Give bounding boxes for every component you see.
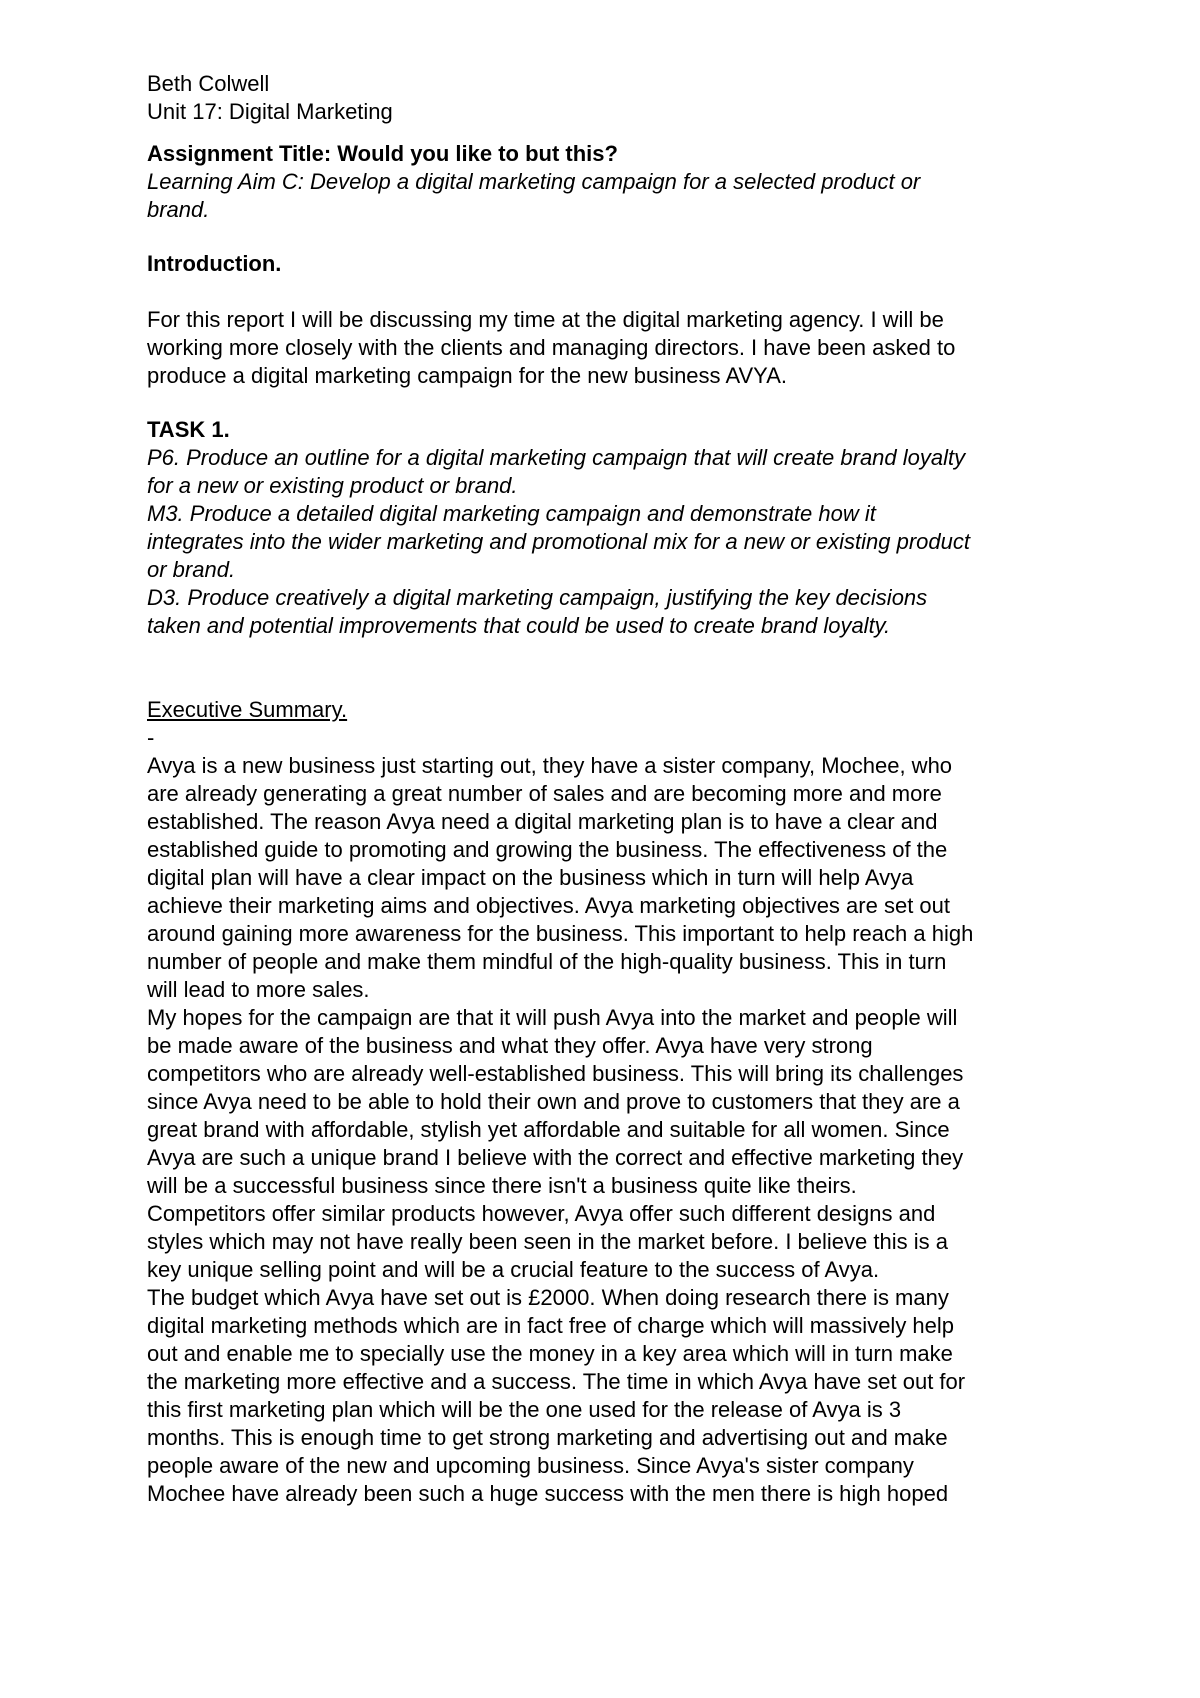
document-header	[147, 70, 1077, 126]
executive-summary-body	[147, 752, 1077, 1508]
introduction-paragraph	[147, 306, 1077, 390]
unit-name: Unit 17: Digital Marketing	[147, 99, 393, 124]
criteria-line: M3. Produce a detailed digital marketing campaign and demonstrate how it	[147, 501, 876, 526]
summary-line: The budget which Avya have set out is £2000. When doing research there is many	[147, 1285, 949, 1310]
paragraph-line: working more closely with the clients and managing directors. I have been asked to	[147, 335, 956, 360]
document-page	[147, 70, 1077, 1508]
summary-line: number of people and make them mindful of the high-quality business. This in turn	[147, 949, 947, 974]
summary-line: since Avya need to be able to hold their own and prove to customers that they are a	[147, 1089, 960, 1114]
summary-line: styles which may not have really been seen in the market before. I believe this is a	[147, 1229, 948, 1254]
summary-line: My hopes for the campaign are that it will push Avya into the market and people will	[147, 1005, 958, 1030]
summary-line: Mochee have already been such a huge success with the men there is high hoped	[147, 1481, 949, 1506]
summary-line: established guide to promoting and growing the business. The effectiveness of the	[147, 837, 948, 862]
learning-aim	[147, 168, 1077, 224]
summary-line: competitors who are already well-established business. This will bring its challenges	[147, 1061, 964, 1086]
criteria-line: or brand.	[147, 557, 236, 582]
summary-line: people aware of the new and upcoming business. Since Avya's sister company	[147, 1453, 914, 1478]
summary-line: digital plan will have a clear impact on the business which in turn will help Avya	[147, 865, 914, 890]
task1-criteria	[147, 444, 1077, 640]
summary-line: around gaining more awareness for the business. This important to help reach a high	[147, 921, 974, 946]
summary-line: are already generating a great number of sales and are becoming more and more	[147, 781, 942, 806]
summary-line: key unique selling point and will be a crucial feature to the success of Avya.	[147, 1257, 880, 1282]
summary-line: Avya is a new business just starting out, they have a sister company, Mochee, who	[147, 753, 953, 778]
summary-line: out and enable me to specially use the money in a key area which will in turn make	[147, 1341, 953, 1366]
summary-line: established. The reason Avya need a digital marketing plan is to have a clear and	[147, 809, 938, 834]
summary-line: this first marketing plan which will be the one used for the release of Avya is 3	[147, 1397, 902, 1422]
summary-line: Competitors offer similar products however, Avya offer such different designs and	[147, 1201, 936, 1226]
summary-line: Avya are such a unique brand I believe with the correct and effective marketing they	[147, 1145, 964, 1170]
summary-line: will be a successful business since there isn't a business quite like theirs.	[147, 1173, 857, 1198]
summary-line: will lead to more sales.	[147, 977, 370, 1002]
summary-line: digital marketing methods which are in fact free of charge which will massively help	[147, 1313, 955, 1338]
paragraph-line: produce a digital marketing campaign for the new business AVYA.	[147, 363, 787, 388]
executive-summary-heading: Executive Summary.	[147, 697, 348, 722]
summary-line: the marketing more effective and a success. The time in which Avya have set out for	[147, 1369, 966, 1394]
author-name: Beth Colwell	[147, 71, 270, 96]
summary-dash: -	[147, 725, 155, 750]
criteria-line: for a new or existing product or brand.	[147, 473, 518, 498]
criteria-line: integrates into the wider marketing and promotional mix for a new or existing product	[147, 529, 970, 554]
introduction-heading: Introduction.	[147, 251, 282, 276]
summary-line: months. This is enough time to get strong marketing and advertising out and make	[147, 1425, 948, 1450]
criteria-line: D3. Produce creatively a digital marketing campaign, justifying the key decisions	[147, 585, 928, 610]
assignment-title: Assignment Title: Would you like to but this?	[147, 141, 618, 166]
criteria-line: taken and potential improvements that could be used to create brand loyalty.	[147, 613, 891, 638]
learning-aim-line: Learning Aim C: Develop a digital marketing campaign for a selected product or	[147, 169, 921, 194]
criteria-line: P6. Produce an outline for a digital marketing campaign that will create brand loyalty	[147, 445, 966, 470]
summary-line: be made aware of the business and what they offer. Avya have very strong	[147, 1033, 873, 1058]
summary-line: achieve their marketing aims and objectives. Avya marketing objectives are set out	[147, 893, 950, 918]
paragraph-line: For this report I will be discussing my time at the digital marketing agency. I will be	[147, 307, 944, 332]
task1-heading: TASK 1.	[147, 417, 230, 442]
learning-aim-line: brand.	[147, 197, 210, 222]
summary-line: great brand with affordable, stylish yet affordable and suitable for all women. Since	[147, 1117, 950, 1142]
